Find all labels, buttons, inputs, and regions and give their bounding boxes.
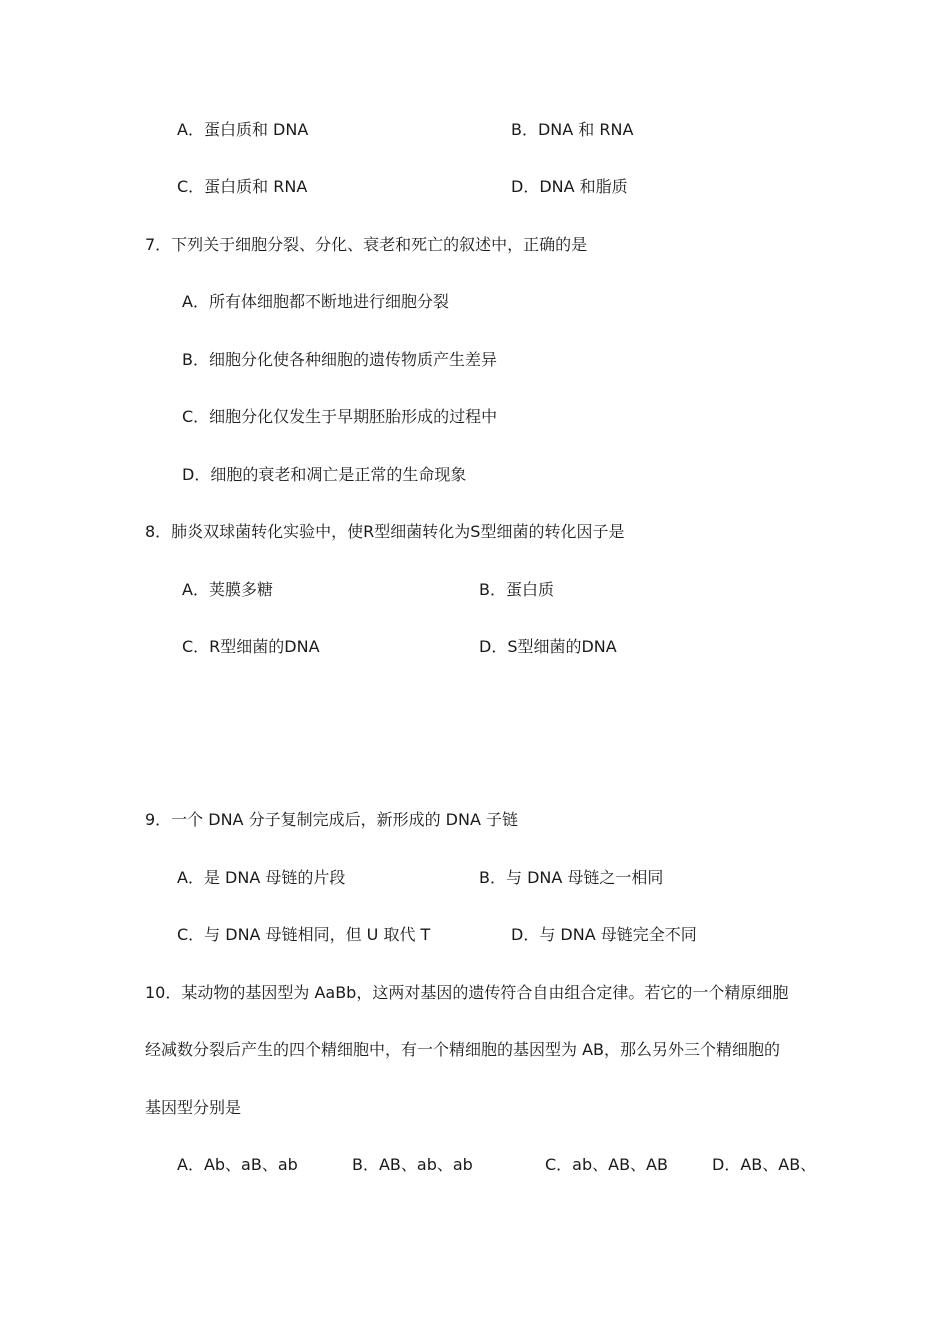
q8-option-b: B．蛋白质 [479, 580, 554, 599]
q10-option-c: C．ab、AB、AB [545, 1155, 668, 1174]
q8-option-a: A．荚膜多糖 [182, 580, 273, 599]
q10-option-b: B．AB、ab、ab [352, 1155, 473, 1174]
q9-option-d: D．与 DNA 母链完全不同 [511, 925, 697, 944]
q10-stem-line-3: 基因型分别是 [145, 1098, 242, 1117]
q7-option-c: C．细胞分化仅发生于早期胚胎形成的过程中 [182, 407, 498, 426]
q10-option-a: A．Ab、aB、ab [177, 1155, 298, 1174]
q9-option-b: B．与 DNA 母链之一相同 [479, 868, 664, 887]
q10-option-d: D．AB、AB、 [712, 1155, 817, 1174]
q9-option-a: A．是 DNA 母链的片段 [177, 868, 346, 887]
q9-stem: 9．一个 DNA 分子复制完成后，新形成的 DNA 子链 [145, 810, 518, 829]
q6-option-d: D．DNA 和脂质 [511, 177, 628, 196]
q7-option-b: B．细胞分化使各种细胞的遗传物质产生差异 [182, 350, 497, 369]
q7-option-d: D．细胞的衰老和凋亡是正常的生命现象 [182, 465, 467, 484]
q6-option-c: C．蛋白质和 RNA [177, 177, 308, 196]
q7-option-a: A．所有体细胞都不断地进行细胞分裂 [182, 292, 449, 311]
q10-stem-line-1: 10．某动物的基因型为 AaBb，这两对基因的遗传符合自由组合定律。若它的一个精原细胞 [145, 983, 789, 1002]
q8-option-d: D．S型细菌的DNA [479, 637, 617, 656]
q8-option-c: C．R型细菌的DNA [182, 637, 320, 656]
q8-stem: 8．肺炎双球菌转化实验中，使R型细菌转化为S型细菌的转化因子是 [145, 522, 625, 541]
q9-option-c: C．与 DNA 母链相同，但 U 取代 T [177, 925, 431, 944]
q10-stem-line-2: 经减数分裂后产生的四个精细胞中，有一个精细胞的基因型为 AB，那么另外三个精细胞的 [145, 1040, 781, 1059]
q6-option-a: A．蛋白质和 DNA [177, 120, 309, 139]
q7-stem: 7．下列关于细胞分裂、分化、衰老和死亡的叙述中，正确的是 [145, 235, 588, 254]
q6-option-b: B．DNA 和 RNA [511, 120, 634, 139]
